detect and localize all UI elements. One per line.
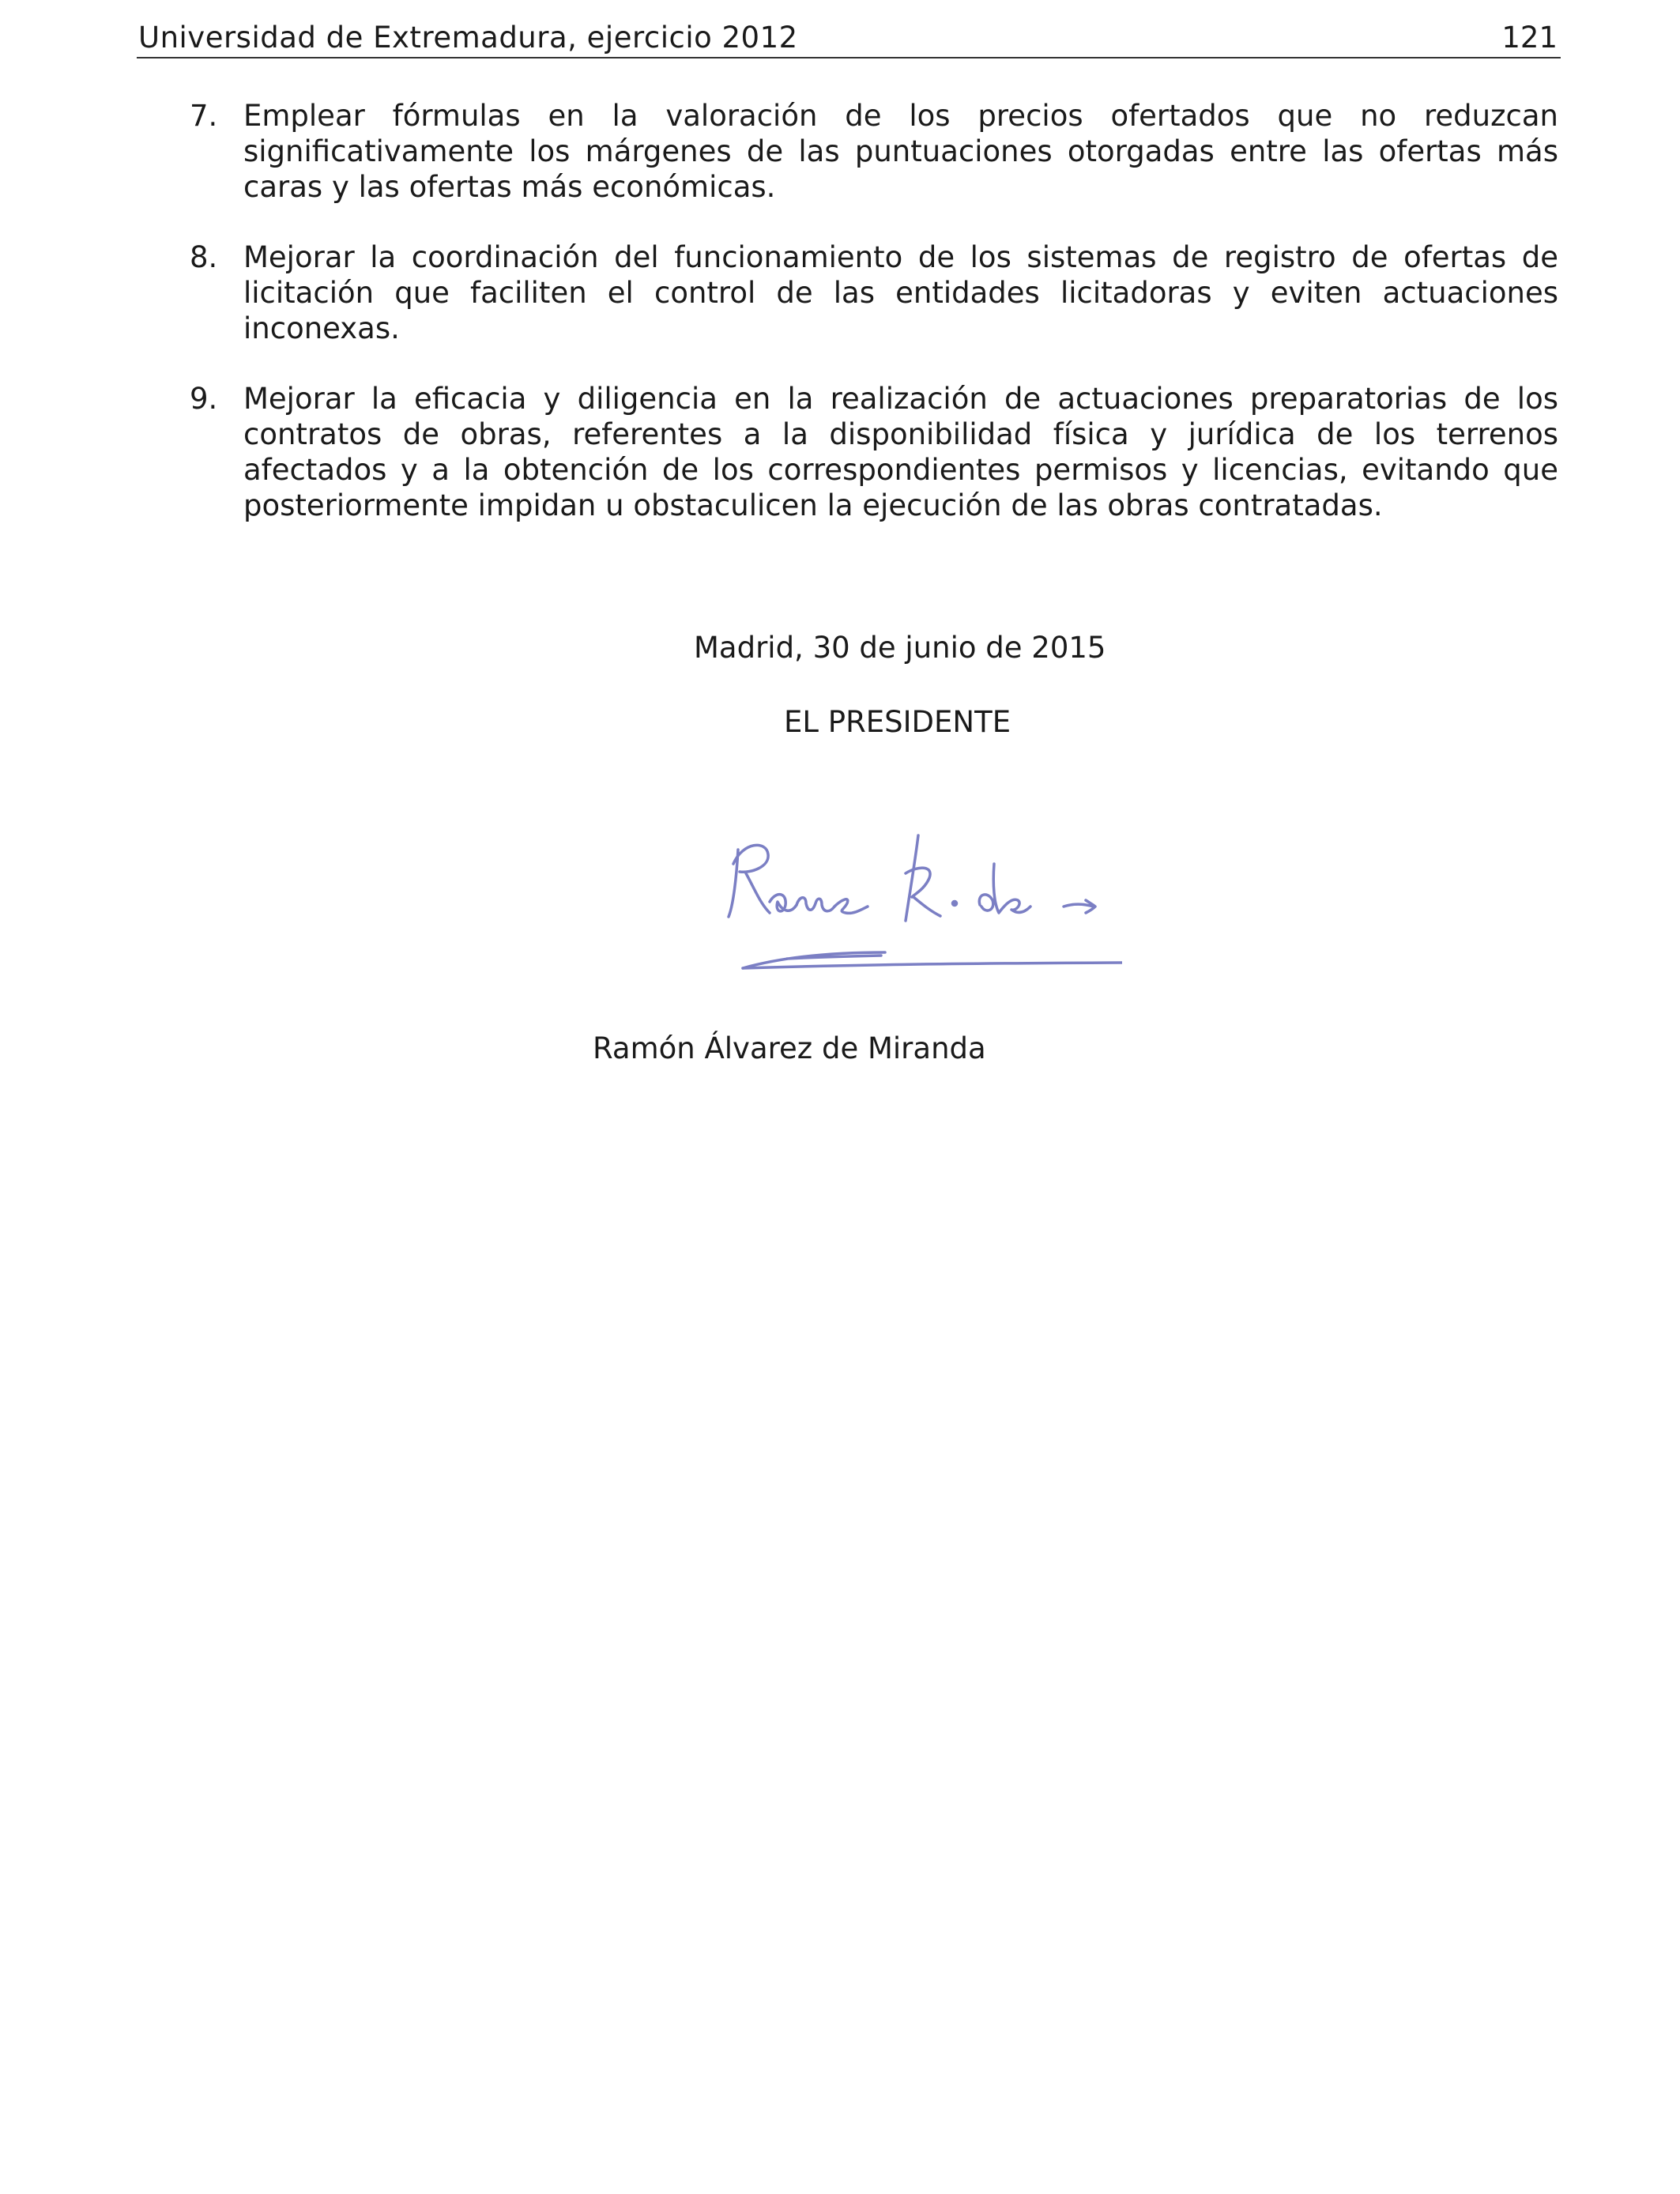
item-number: 9. xyxy=(190,382,218,416)
item-text: Mejorar la coordinación del funcionamiento de los sistemas de registro de ofertas de licitación que faciliten el control de las entidades licitadoras y eviten actuaciones inconexas. xyxy=(243,240,1558,345)
recommendations-list xyxy=(190,98,1558,558)
item-text: Mejorar la eficacia y diligencia en la realización de actuaciones preparatorias de los contratos de obras, referentes a la disponibilidad física y jurídica de los terrenos afectados y a la obtención de los correspondientes permisos y licencias, evitando que posteriormente impidan u obstaculicen la ejecución de las obras contratadas. xyxy=(243,382,1558,522)
item-text: Emplear fórmulas en la valoración de los precios ofertados que no reduzcan significativamente los márgenes de las puntuaciones otorgadas entre las ofertas más caras y las ofertas más económicas. xyxy=(243,99,1558,204)
handwritten-signature-icon xyxy=(711,818,1122,976)
signer-name: Ramón Álvarez de Miranda xyxy=(593,1031,986,1065)
place-date: Madrid, 30 de junio de 2015 xyxy=(694,631,1106,665)
item-number: 8. xyxy=(190,240,218,274)
list-item xyxy=(190,239,1558,346)
page-header xyxy=(137,17,1561,58)
document-title: Universidad de Extremadura, ejercicio 2012 xyxy=(138,21,798,55)
item-number: 7. xyxy=(190,99,218,133)
signer-role: EL PRESIDENTE xyxy=(784,705,1011,739)
list-item xyxy=(190,381,1558,523)
page-number: 121 xyxy=(1501,21,1558,55)
list-item xyxy=(190,98,1558,205)
